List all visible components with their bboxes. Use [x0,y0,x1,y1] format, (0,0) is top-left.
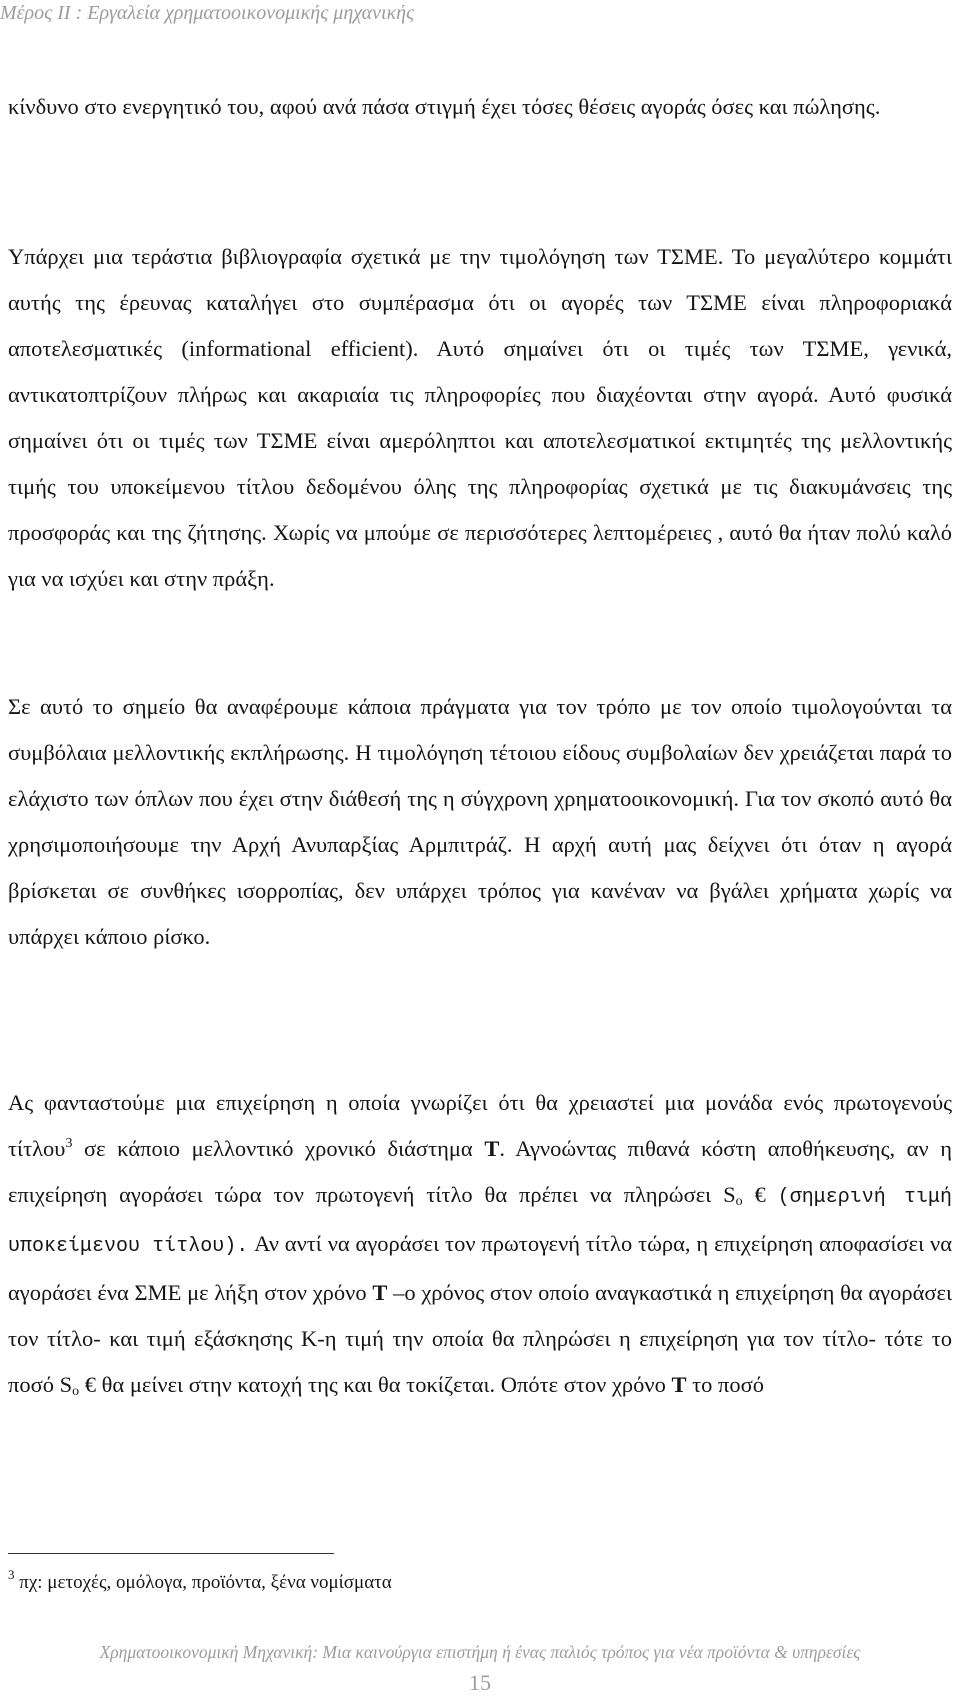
symbol-S: S [59,1372,73,1397]
footnote-reference: 3 [65,1136,73,1151]
paragraph-3-text: Σε αυτό το σημείο θα αναφέρουμε κάποια πράγματα για τον τρόπο με τον οποίο τιμολογούνται τα συμβόλαια μελλοντικής εκπλήρωσης. Η τιμολόγηση τέτοιου είδους συμβολαίων δεν χρειάζεται παρά το ελάχιστο των όπλων που έχει στην διάθεσή της η σύγχρονη χρηματοοικονομική. Για τον σκοπό αυτό θα χρησιμοποιήσουμε την Αρχή Ανυπαρξίας Αρμπιτράζ. Η αρχή αυτή μας δείχνει ότι όταν η αγορά βρίσκεται σε συνθήκες ισορροπίας, δεν υπάρχει τρόπος για κανέναν να βγάλει χρήματα χωρίς να υπάρχει κάποιο ρίσκο. [8,694,952,949]
paragraph-2 [8,234,952,602]
paragraph-4-text [8,1080,952,1408]
running-header: Μέρος ΙΙ : Εργαλεία χρηματοοικονομικής μηχανικής [0,2,415,24]
p4-monospace-segment: (σημερινή τιμή υποκείμενου τίτλου). [8,1186,952,1258]
p4-segment: το ποσό [686,1372,765,1397]
symbol-T: Τ [484,1136,500,1161]
paragraph-2-text: Υπάρχει μια τεράστια βιβλιογραφία σχετικά με την τιμολόγηση των ΤΣΜΕ. Το μεγαλύτερο κομμάτι αυτής της έρευνας καταλήγει στο συμπέρασμα ότι οι αγορές των ΤΣΜΕ είναι πληροφοριακά αποτελεσματικές (informational efficient). Αυτό σημαίνει ότι οι τιμές των ΤΣΜΕ, γενικά, αντικατοπτρίζουν πλήρως και ακαριαία τις πληροφορίες που διαχέονται στην αγορά. Αυτό φυσικά σημαίνει ότι οι τιμές των ΤΣΜΕ είναι αμερόληπτοι και αποτελεσματικοί εκτιμητές της μελλοντικής τιμής του υποκείμενου τίτλου δεδομένου όλης της πληροφορίας σχετικά με τις διακυμάνσεις της προσφοράς και της ζήτησης. Χωρίς να μπούμε σε περισσότερες λεπτομέρειες , αυτό θα ήταν πολύ καλό για να ισχύει και στην πράξη. [8,244,952,591]
p4-segment: –ο χρόνος στον οποίο αναγκαστικά η επιχείρηση θα αγοράσει τον τίτλο- και τιμή εξάσκησης Κ-η τιμή την οποία θα πληρώσει η επιχείρηση για τον τίτλο- τότε το ποσό [8,1280,953,1397]
paragraph-1 [8,84,952,130]
footnote-separator [8,1553,334,1554]
p4-segment: θα μείνει στην κατοχή της και θα τοκίζεται. Οπότε στον χρόνο [96,1372,672,1397]
subscript-o: o [72,1384,80,1399]
paragraph-1-text: κίνδυνο στο ενεργητικό του, αφού ανά πάσα στιγμή έχει τόσες θέσεις αγοράς όσες και πώλησης. [8,94,881,119]
p4-segment: σε κάποιο μελλοντικό χρονικό διάστημα [72,1136,485,1161]
footnote-number: 3 [8,1567,15,1582]
symbol-T: Τ [372,1280,388,1305]
euro-sign: € [79,1372,97,1397]
paragraph-3 [8,684,952,960]
subscript-o: o [735,1194,743,1209]
symbol-T: Τ [671,1372,687,1397]
p4-segment: . Αγνοώντας πιθανά κόστη αποθήκευσης, αν η επιχείρηση αγοράσει τώρα τον πρωτογενή τίτλο θα πρέπει να πληρώσει [8,1136,952,1207]
footnote [8,1567,392,1594]
paragraph-4 [8,1080,952,1408]
p4-segment: Αν αντί να αγοράσει τον πρωτογενή τίτλο τώρα, η επιχείρηση αποφασίσει να αγοράσει ένα ΣΜΕ με λήξη στον χρόνο [8,1231,952,1305]
running-footer: Χρηματοοικονομική Μηχανική: Μια καινούργια επιστήμη ή ένας παλιός τρόπος για νέα προϊόντα & υπηρεσίες [99,1642,861,1662]
euro-sign: € [742,1182,766,1207]
footnote-text: πχ: μετοχές, ομόλογα, προϊόντα, ξένα νομίσματα [14,1572,392,1593]
p4-segment: Ας φανταστούμε μια επιχείρηση η οποία γνωρίζει ότι θα χρειαστεί μια μονάδα ενός πρωτογενούς τίτλου [8,1090,952,1161]
page-number: 15 [469,1670,491,1695]
symbol-S: S [723,1182,736,1207]
